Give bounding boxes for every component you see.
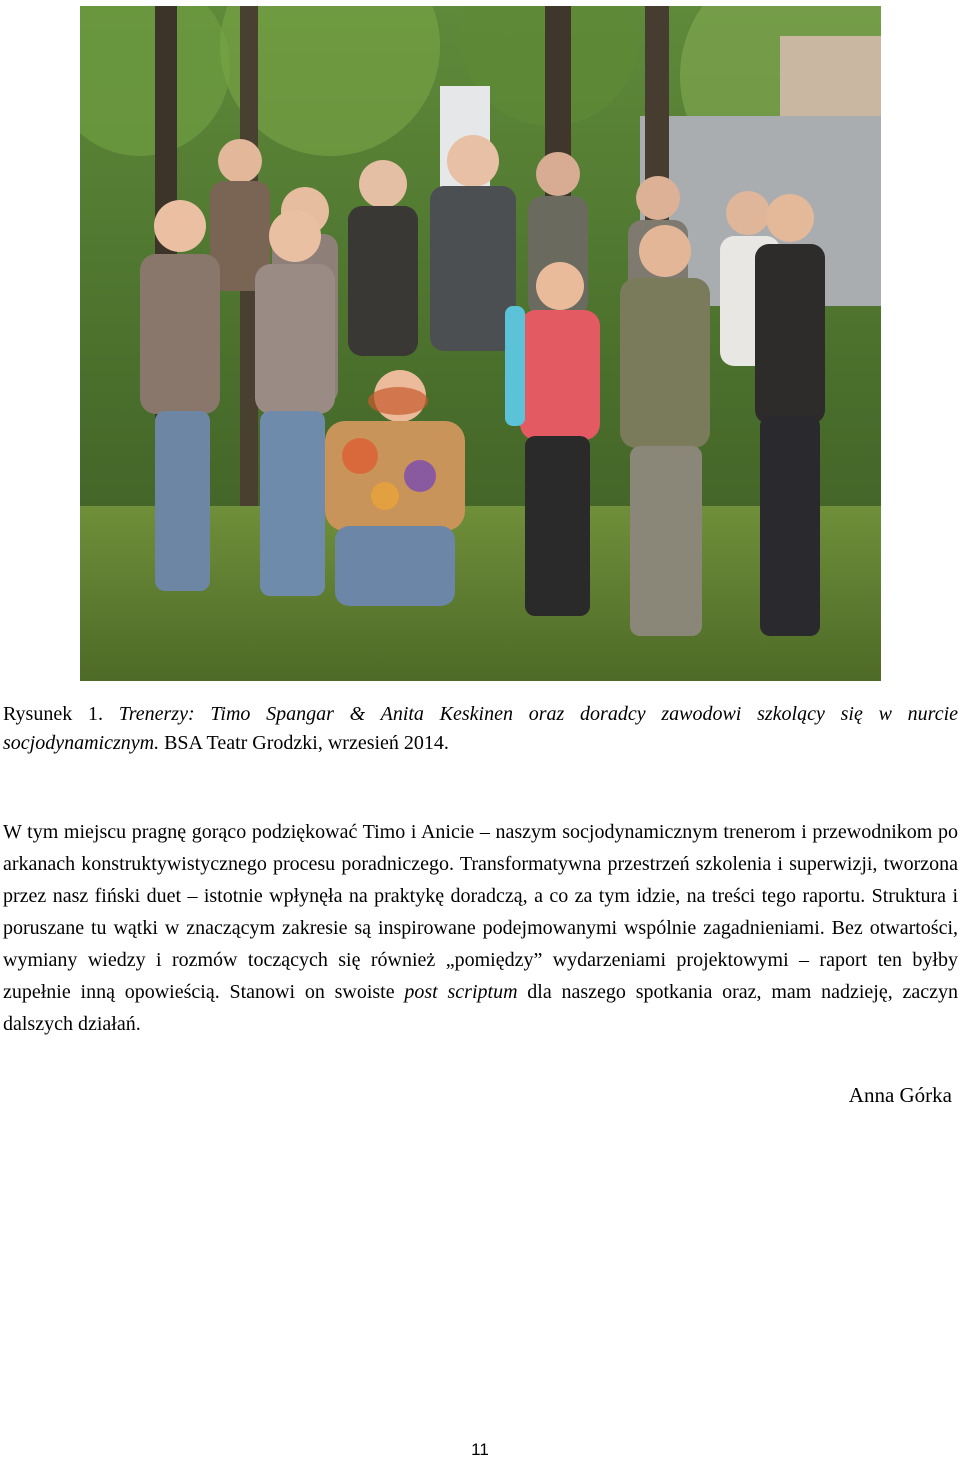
figure-caption-plain: BSA Teatr Grodzki, wrzesień 2014. <box>164 732 449 754</box>
paragraph-text-start: W tym miejscu pragnę gorąco podziękować Timo i Anicie – naszym socjodynamicznym trenerom i przewodnikom po arkanach konstruktywistycznego procesu poradniczego. Transformatywna przestrzeń szkolenia i superwizji, tworzona przez nasz fiński duet – istotnie wpłynęła na praktykę doradczą, a co za tym idzie, na treści tego raportu. Struktura i poruszane tu wątki w znaczącym zakresie są inspirowane podejmowanymi wspólnie zagadnieniami. Bez otwartości, wymiany wiedzy i rozmów toczących się również „pomiędzy” wydarzeniami projektowymi – raport ten byłby zupełnie inną opowieścią. Stanowi on swoiste <box>3 821 958 1003</box>
figure-caption-italic: Trenerzy: Timo Spangar & Anita Keskinen oraz doradcy zawodowi szkolący się w nurcie socjodynamicznym. <box>3 703 959 754</box>
figure-caption <box>3 700 958 758</box>
figure-label: Rysunek 1. <box>3 703 103 725</box>
paragraph-text-italic: post scriptum <box>404 981 518 1003</box>
group-photo <box>80 6 881 681</box>
author-signature: Anna Górka <box>848 1083 952 1107</box>
page-number: 11 <box>471 1440 489 1459</box>
group-photo-illustration <box>80 6 881 681</box>
acknowledgement-paragraph <box>3 816 958 1040</box>
paragraph-text-end: dla naszego spotkania oraz, mam nadzieję, zaczyn dalszych działań. <box>3 981 959 1035</box>
